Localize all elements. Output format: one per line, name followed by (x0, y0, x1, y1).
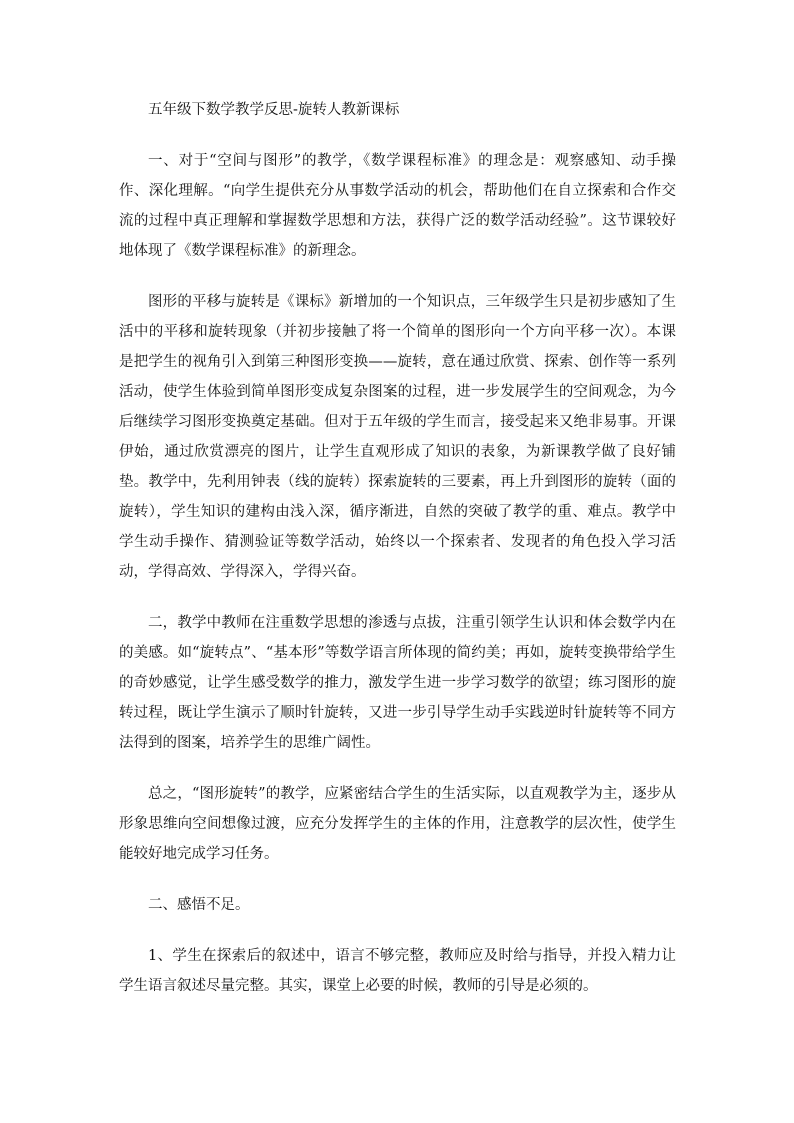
paragraph-concept: 一、对于“空间与图形”的教学，《数学课程标准》的理念是：观察感知、动手操作、深化理解。“向学生提供充分从事数学活动的机会，帮助他们在自立探索和合作交流的过程中真正理解和掌握数学思想和方法，获得广泛的数学活动经验”。这节课较好地体现了《数学课程标准》的新理念。 (119, 153, 676, 259)
paragraph-shortcoming-1: 1、学生在探索后的叙述中，语言不够完整，教师应及时给与指导，并投入精力让学生语言叙述尽量完整。其实，课堂上必要的时候，教师的引导是必须的。 (119, 948, 676, 994)
paragraph-summary: 总之，“图形旋转”的教学，应紧密结合学生的生活实际，以直观教学为主，逐步从形象思维向空间想像过渡，应充分发挥学生的主体的作用，注意教学的层次性，使学生能较好地完成学习任务。 (119, 786, 676, 862)
document-title: 五年级下数学教学反思-旋转人教新课标 (148, 102, 400, 118)
paragraph-rotation-lesson: 图形的平移与旋转是《课标》新增加的一个知识点，三年级学生只是初步感知了生活中的平移和旋转现象（并初步接触了将一个简单的图形向一个方向平移一次）。本课是把学生的视角引入到第三种图形变换——旋转，意在通过欣赏、探索、创作等一系列活动，使学生体验到简单图形变成复杂图案的过程，进一步发展学生的空间观念，为今后继续学习图形变换奠定基础。但对于五年级的学生而言，接受起来又绝非易事。开课伊始，通过欣赏漂亮的图片，让学生直观形成了知识的表象，为新课教学做了良好铺垫。教学中，先利用钟表（线的旋转）探索旋转的三要素，再上升到图形的旋转（面的旋转），学生知识的建构由浅入深，循序渐进，自然的突破了教学的重、难点。教学中学生动手操作、猜测验证等数学活动，始终以一个探索者、发现者的角色投入学习活动，学得高效、学得深入，学得兴奋。 (119, 294, 676, 580)
paragraph-math-thinking: 二，教学中教师在注重数学思想的渗透与点拔，注重引领学生认识和体会数学内在的美感。如“旋转点”、“基本形”等数学语言所体现的简约美；再如，旋转变换带给学生的奇妙感觉，让学生感受数学的推力，激发学生进一步学习数学的欲望；练习图形的旋转过程，既让学生演示了顺时针旋转，又进一步引导学生动手实践逆时针旋转等不同方法得到的图案，培养学生的思维广阔性。 (119, 615, 676, 751)
paragraph-shortcomings-heading: 二、感悟不足。 (148, 897, 250, 913)
document-body (119, 95, 676, 1022)
